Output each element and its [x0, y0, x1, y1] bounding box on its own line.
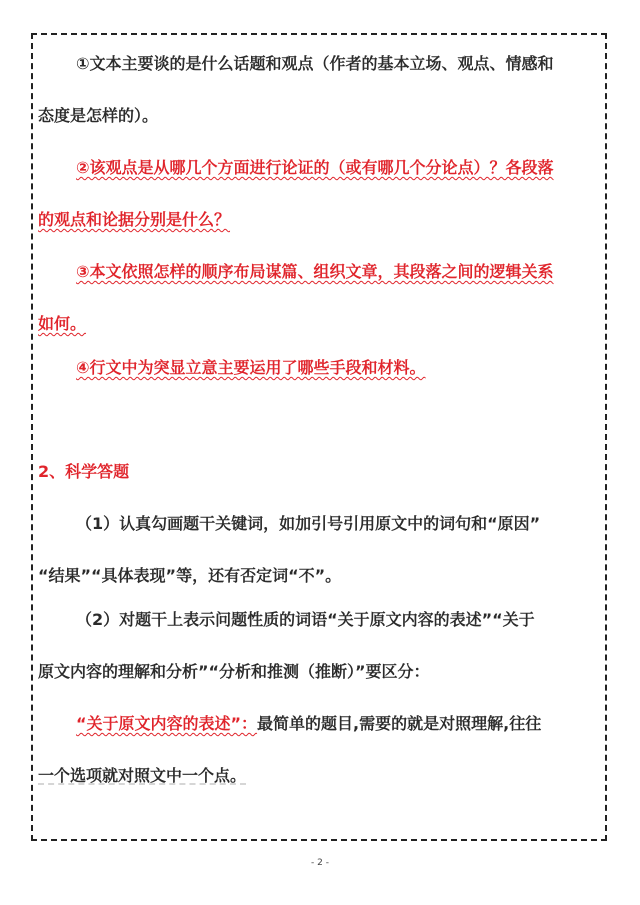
item1-line2: 态度是怎样的）。 — [38, 106, 159, 125]
section2-para1-line2: “结果”“具体表现”等，还有否定词“不”。 — [38, 566, 342, 585]
section2-heading: 2、科学答题 — [38, 462, 130, 481]
item4-line1 — [38, 357, 604, 379]
para3-highlight: “关于原文内容的表述”： — [76, 714, 258, 733]
para3-line2-text: 一个选项就对照文中一个点。 — [38, 766, 247, 785]
item2-line2-text: 的观点和论据分别是什么？ — [38, 210, 231, 229]
item3-line1-text: ③本文依照怎样的顺序布局谋篇、组织文章，其段落之间的逻辑关系 — [76, 262, 554, 281]
section2-para2-line2: 原文内容的理解和分析”“分析和推测（推断）”要区分： — [38, 662, 430, 681]
section2-para3-line2 — [38, 765, 604, 787]
section2-para1-line1: （1）认真勾画题干关键词，如加引号引用原文中的词句和“原因” — [76, 514, 541, 533]
item3-line1 — [38, 261, 604, 283]
section2-para3-line1 — [38, 713, 604, 735]
item2-line1-text: ②该观点是从哪几个方面进行论证的（或有哪几个分论点）？各段落 — [76, 158, 554, 177]
item4-line1-text: ④行文中为突显立意主要运用了哪些手段和材料。 — [76, 358, 426, 377]
item3-line2-text: 如何。 — [38, 314, 87, 333]
item2-line1 — [38, 157, 604, 179]
para3-rest: 最简单的题目,需要的就是对照理解,往往 — [257, 714, 542, 733]
item3-line2 — [38, 313, 604, 335]
item1-line1: ①文本主要谈的是什么话题和观点（作者的基本立场、观点、情感和 — [76, 54, 554, 73]
item2-line2 — [38, 209, 604, 231]
page-number: - 2 - — [311, 858, 329, 868]
section2-para2-line1: （2）对题干上表示问题性质的词语“关于原文内容的表述”“关于 — [76, 610, 535, 629]
